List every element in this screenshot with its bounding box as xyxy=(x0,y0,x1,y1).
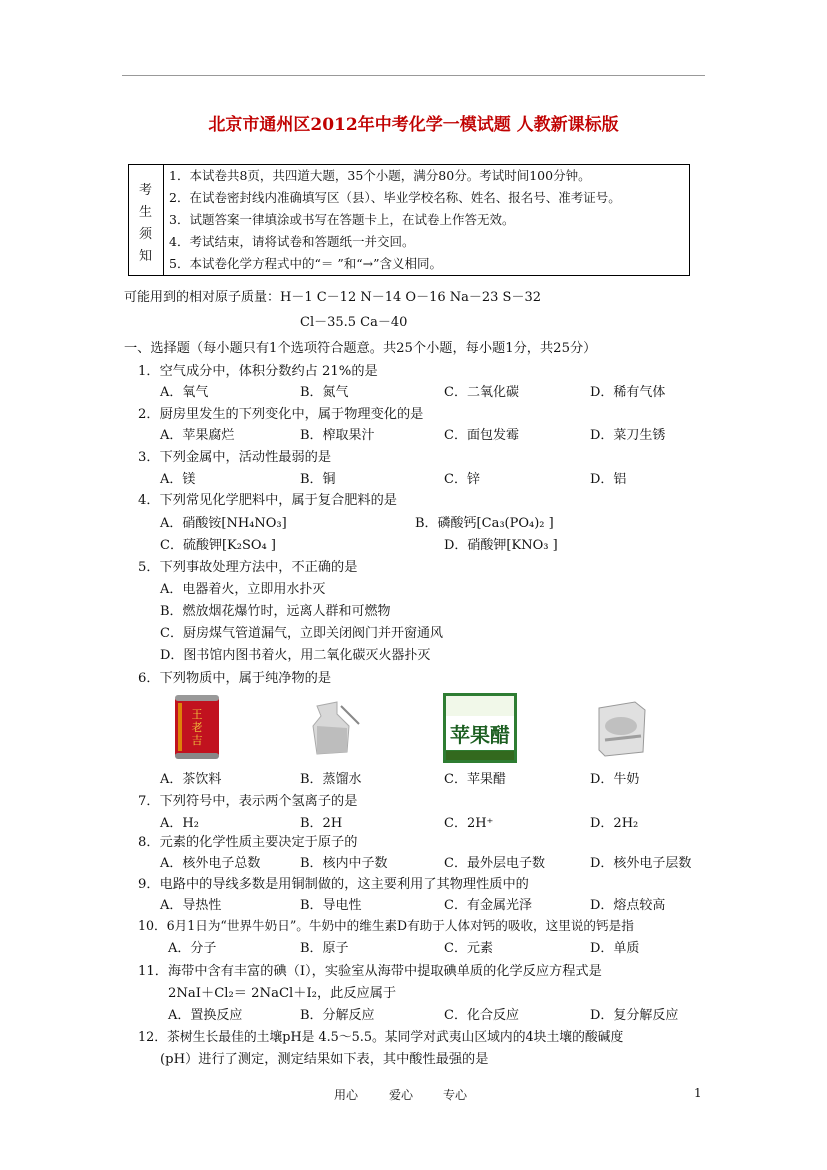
question-stem: 1．空气成分中，体积分数约占 21%的是 xyxy=(138,364,378,379)
option: D．稀有气体 xyxy=(590,385,666,400)
option: A．H₂ xyxy=(160,816,199,831)
option: A．苹果腐烂 xyxy=(160,428,235,443)
option: C．二氧化碳 xyxy=(444,385,519,400)
option: A．导热性 xyxy=(160,898,222,913)
option: D．硝酸钾[KNO₃ ] xyxy=(444,538,558,553)
option: B．燃放烟花爆竹时，远离人群和可燃物 xyxy=(160,604,391,619)
option: A．置换反应 xyxy=(168,1008,243,1023)
option: B．蒸馏水 xyxy=(300,772,362,787)
option: B．榨取果汁 xyxy=(300,428,375,443)
option: B．2H xyxy=(300,816,343,831)
option: C．面包发霉 xyxy=(444,428,519,443)
option: D．2H₂ xyxy=(590,816,639,831)
vinegar-box-label: 苹果醋 xyxy=(450,723,510,747)
apple-vinegar-box-image xyxy=(443,693,517,763)
notice-heading-char: 知 xyxy=(139,249,153,264)
tea-drink-can-image xyxy=(172,693,222,761)
question-stem: 10．6月1日为“世界牛奶日”。牛奶中的维生素D有助于人体对钙的吸收，这里说的钙是指 xyxy=(138,918,634,933)
option: A．硝酸铵[NH₄NO₃] xyxy=(160,516,287,531)
option: B．氮气 xyxy=(300,385,349,400)
option: C．硫酸钾[K₂SO₄ ] xyxy=(160,538,276,553)
header-rule xyxy=(122,75,705,76)
exam-notice-box xyxy=(128,164,690,276)
page-number: 1 xyxy=(694,1086,702,1100)
option: D．熔点较高 xyxy=(590,898,666,913)
option: C．有金属光泽 xyxy=(444,898,532,913)
notice-item: 3．试题答案一律填涂或书写在答题卡上，在试卷上作答无效。 xyxy=(169,212,515,227)
option: B．分解反应 xyxy=(300,1008,375,1023)
option: A．核外电子总数 xyxy=(160,856,261,871)
option: C．厨房煤气管道漏气，立即关闭阀门并开窗通风 xyxy=(160,626,443,641)
question-stem: 11．海带中含有丰富的碘（I），实验室从海带中提取碘单质的化学反应方程式是 xyxy=(138,964,602,979)
page-title: 北京市通州区2012年中考化学一模试题 人教新课标版 xyxy=(208,115,619,135)
question-stem: 12．茶树生长最佳的土壤pH是 4.5～5.5。某同学对武夷山区域内的4块土壤的酸碱度 xyxy=(138,1030,624,1045)
can-label-char-3: 吉 xyxy=(191,734,203,747)
question-equation: 2NaI＋Cl₂＝ 2NaCl＋I₂，此反应属于 xyxy=(168,986,397,1001)
question-stem: 3．下列金属中，活动性最弱的是 xyxy=(138,450,332,465)
option: D．复分解反应 xyxy=(590,1008,679,1023)
option: D．铝 xyxy=(590,472,627,487)
option: A．分子 xyxy=(168,941,217,956)
notice-heading-char: 须 xyxy=(139,227,153,242)
notice-heading xyxy=(129,165,164,275)
option: C．2H⁺ xyxy=(444,816,494,831)
option: D．菜刀生锈 xyxy=(590,428,666,443)
option: B．磷酸钙[Ca₃(PO₄)₂ ] xyxy=(415,516,554,531)
option: B．核内中子数 xyxy=(300,856,388,871)
option: B．导电性 xyxy=(300,898,362,913)
footer-word: 专心 xyxy=(443,1088,468,1102)
question-stem: 7．下列符号中，表示两个氢离子的是 xyxy=(138,794,358,809)
notice-heading-char: 生 xyxy=(139,205,153,220)
notice-item: 1．本试卷共8页，共四道大题，35个小题，满分80分。考试时间100分钟。 xyxy=(169,168,591,183)
distilled-water-flask-image xyxy=(303,696,363,758)
option: D．核外电子层数 xyxy=(590,856,692,871)
notice-item: 5．本试卷化学方程式中的“＝ ”和“→”含义相同。 xyxy=(169,256,442,271)
atomic-mass-line-2: Cl－35.5 Ca－40 xyxy=(300,315,408,330)
option: A．氧气 xyxy=(160,385,209,400)
option: D．图书馆内图书着火，用二氧化碳灭火器扑灭 xyxy=(160,648,431,663)
question-stem: 6．下列物质中，属于纯净物的是 xyxy=(138,671,332,686)
can-label-char-1: 王 xyxy=(191,708,203,721)
question-stem: 5．下列事故处理方法中，不正确的是 xyxy=(138,560,358,575)
footer-word: 用心 xyxy=(334,1088,359,1102)
option: C．锌 xyxy=(444,472,480,487)
option: B．原子 xyxy=(300,941,349,956)
option: A．电器着火，立即用水扑灭 xyxy=(160,582,326,597)
option: D．牛奶 xyxy=(590,772,640,787)
section-header: 一、选择题（每小题只有1个选项符合题意。共25个小题，每小题1分，共25分） xyxy=(124,341,597,356)
notice-item: 2．在试卷密封线内准确填写区（县）、毕业学校名称、姓名、报名号、准考证号。 xyxy=(169,190,621,205)
option: B．铜 xyxy=(300,472,336,487)
question-stem: 4．下列常见化学肥料中，属于复合肥料的是 xyxy=(138,493,397,508)
footer-word: 爱心 xyxy=(389,1088,414,1102)
question-stem-continued: (pH）进行了测定，测定结果如下表，其中酸性最强的是 xyxy=(160,1052,489,1067)
option: C．化合反应 xyxy=(444,1008,519,1023)
option: D．单质 xyxy=(590,941,640,956)
option: C．最外层电子数 xyxy=(444,856,545,871)
question-stem: 9．电路中的导线多数是用铜制做的，这主要利用了其物理性质中的 xyxy=(138,877,529,892)
option: A．茶饮料 xyxy=(160,772,222,787)
milk-box-image xyxy=(595,700,647,758)
notice-list xyxy=(169,165,621,275)
question-stem: 8．元素的化学性质主要决定于原子的 xyxy=(138,835,358,850)
question-stem: 2．厨房里发生的下列变化中，属于物理变化的是 xyxy=(138,407,424,422)
notice-heading-char: 考 xyxy=(139,183,153,198)
notice-item: 4．考试结束，请将试卷和答题纸一并交回。 xyxy=(169,234,415,249)
can-label-char-2: 老 xyxy=(191,721,203,734)
option: C．苹果醋 xyxy=(444,772,506,787)
option: C．元素 xyxy=(444,941,493,956)
option: A．镁 xyxy=(160,472,196,487)
atomic-mass-line: 可能用到的相对原子质量：H－1 C－12 N－14 O－16 Na－23 S－32 xyxy=(124,290,541,305)
